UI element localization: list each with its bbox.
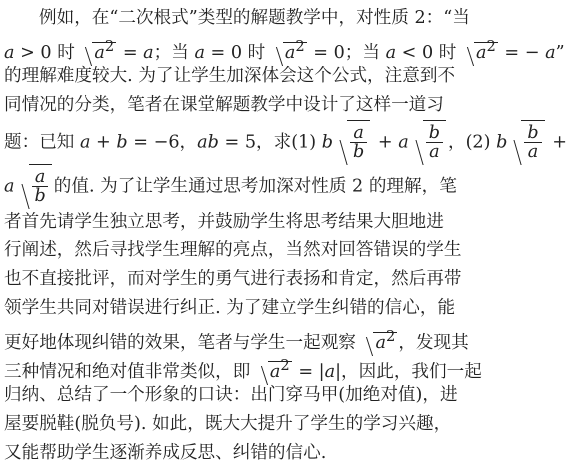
text-line-9: 也不直接批评，而对学生的勇气进行表扬和肯定，然后再带 — [4, 269, 462, 290]
text-line-15: 又能帮助学生逐渐养成反思、纠错的信心. — [4, 442, 327, 463]
text-line-5: 题：已知 a + b = −6，ab = 5，求(1) b $\frac{a}{b}$ + a $\frac{b}{a}$ ，(2) b $\frac{b}{a}$ + — [4, 120, 496, 164]
document-body — [4, 4, 567, 468]
text-line-14: 屋要脱鞋(脱负号). 如此，既大大提升了学生的学习兴趣， — [4, 413, 452, 434]
text-line-8: 行阐述，然后寻找学生理解的亮点，当然对回答错误的学生 — [4, 240, 462, 261]
text-line-3: 的理解难度较大. 为了让学生加深体会这个公式，注意到不 — [4, 65, 456, 86]
text-line-13: 归纳、总结了一个形象的口诀：出门穿马甲(加绝对值)，进 — [4, 384, 458, 405]
text-line-1: 例如，在“二次根式”类型的解题教学中，对性质 2：“当 — [39, 8, 470, 28]
text-line-4: 同情况的分类，笔者在课堂解题教学中设计了这样一道习 — [4, 94, 444, 115]
sqrt-a-squared-1: $a^2$ — [82, 33, 116, 68]
sqrt-b-over-a-1: $\frac{b}{a}$ — [411, 120, 446, 165]
text-line-2: a > 0 时 $a^2 = a$；当 a = 0 时 $a^2 = 0$；当 a < 0 时 $a^2$ = − a” — [4, 33, 496, 62]
sqrt-a-squared-2: $a^2$ — [273, 33, 307, 68]
sqrt-a-over-b-1: $\frac{a}{b}$ — [335, 120, 370, 165]
sqrt-a-squared-5: $a^2$ — [258, 352, 292, 387]
sqrt-a-over-b-2: $\frac{a}{b}$ — [17, 164, 52, 209]
sqrt-a-squared-4: $a^2$ — [363, 323, 397, 358]
text-line-6: a $\frac{a}{b}$ 的值. 为了让学生通过思考加深对性质 2 的理解，笔 — [4, 164, 496, 208]
sqrt-a-squared-3: $a^2$ — [464, 33, 498, 68]
text-line-12: 三种情况和绝对值非常类似，即 $a^2 = |a|$，因此，我们一起 — [4, 352, 496, 381]
text-line-11: 更好地体现纠错的效果，笔者与学生一起观察 $a^2$ ，发现其 — [4, 323, 496, 352]
text-line-10: 领学生共同对错误进行纠正. 为了建立学生纠错的信心，能 — [4, 298, 456, 319]
sqrt-b-over-a-2: $\frac{b}{a}$ — [509, 120, 544, 165]
text-line-7: 者首先请学生独立思考，并鼓励学生将思考结果大胆地进 — [4, 211, 444, 232]
